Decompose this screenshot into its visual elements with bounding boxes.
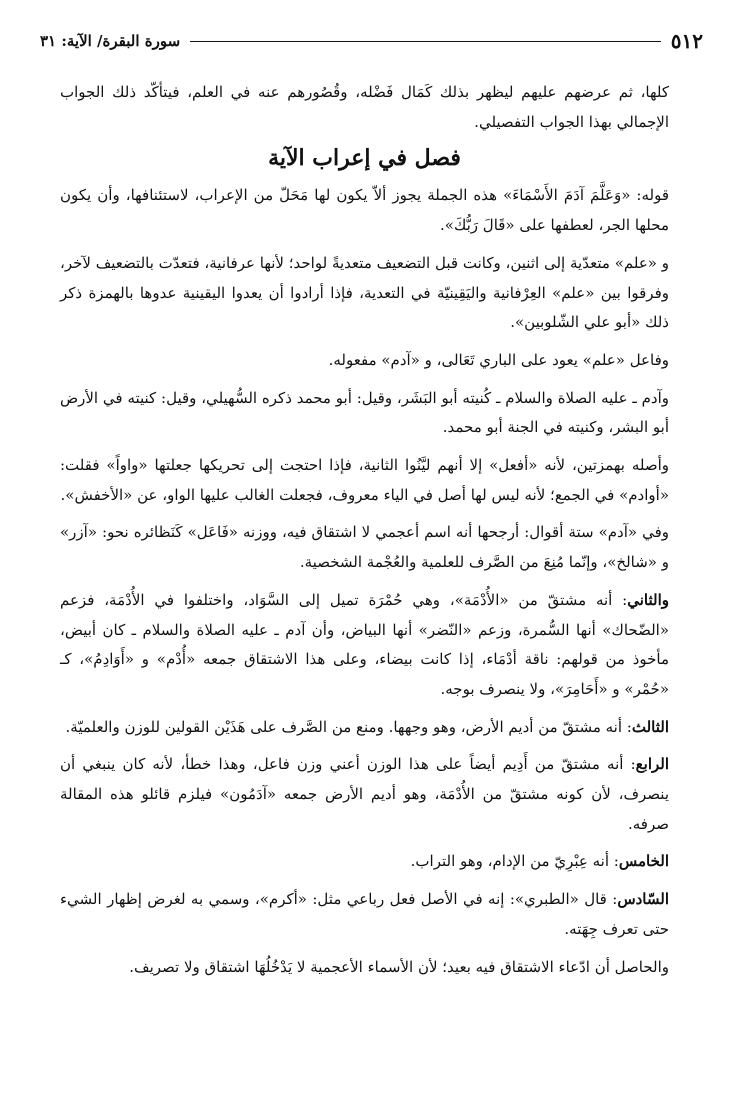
- paragraph: [60, 181, 669, 240]
- paragraph-text: وفاعل «علم» يعود على الباري تَعَالى، و «آدم» مفعوله.: [328, 350, 669, 369]
- paragraph: [60, 847, 669, 877]
- paragraph-text: : أنه عِبْرِيّ من الإدام، وهو التراب.: [410, 852, 619, 871]
- page-header: [40, 26, 703, 56]
- header-rule: [190, 41, 661, 42]
- paragraph-text: : أنه مشتقّ من أَدِيم أيضاً على هذا الوزن أعني وزن فاعل، وهذا خطأ، لأنه كان ينبغي أن ينصرف، لأن كونه مشتقّ من الأُدْمَة، وهو أديم الأرض جمعه «آدَمُون» فيلزم قائلو هذه المقالة صرفه.: [60, 755, 669, 833]
- paragraph-lead: الثالث: [631, 717, 669, 736]
- paragraph: [60, 953, 669, 983]
- paragraph: [60, 249, 669, 338]
- paragraph: [60, 586, 669, 705]
- paragraph-text: كلها، ثم عرضهم عليهم ليظهر بذلك كَمَال فَضْله، وقُصُورهم عنه في العلم، فيتأكّد ذلك الجواب الإجمالي بهذا الجواب التفصيلي.: [60, 83, 669, 131]
- paragraph-lead: الرابع: [635, 755, 669, 774]
- page-number: ٥١٢: [670, 29, 703, 53]
- paragraph-text: وأصله بهمزتين، لأنه «أفعل» إلا أنهم ليَّنُوا الثانية، فإذا احتجت إلى تحريكها جعلتها «واواً» فقلت: «أوادم» في الجمع؛ لأنه ليس لها أصل في الياء معروف، فجعلت الغالب عليها الواو، عن «الأخفش».: [60, 456, 669, 504]
- paragraph-text: قوله: «وَعَلَّمَ آدَمَ الأَسْمَاءَ» هذه الجملة يجوز ألاّ يكون لها مَحَلّ من الإعراب، لاستئنافها، وأن يكون محلها الجر، لعطفها على «قَالَ رَبُّكَ».: [60, 186, 669, 235]
- page-body: [60, 78, 669, 990]
- paragraph-text: و «علم» متعدّية إلى اثنين، وكانت قبل التضعيف متعديةً لواحد؛ لأنها عرفانية، فتعدّت بالتضعيف لآخر، وفرقوا بين «علم» العِرْفانية واليَقِينيّة في التعدية، فإذا أرادوا أن يعدوا اليقينية عدوها بالهمزة ذكر ذلك «أبو علي الشّلوبين».: [60, 253, 669, 332]
- paragraph-lead: الخامس: [618, 852, 669, 871]
- paragraph: [60, 885, 669, 944]
- paragraph-text: والحاصل أن ادّعاء الاشتقاق فيه بعيد؛ لأن الأسماء الأعجمية لا يَدْخُلُهَا اشتقاق ولا تصريف.: [129, 957, 669, 976]
- paragraph: [60, 78, 669, 137]
- paragraph-text: : أنه مشتقّ من أديم الأرض، وهو وجهها. ومنع من الصَّرف على هَذَيْن القولين للوزن والعلميّة.: [65, 717, 632, 736]
- paragraph: [60, 518, 669, 577]
- paragraph-text: : أنه مشتقّ من «الأُدْمَة»، وهي حُمْرَة تميل إلى السَّوَاد، واختلفوا في الأُدْمَة، فزعم «الضّحاك» أنها السُّمرة، وزعم «النّضر» أنها البياض، وأن آدم ـ عليه الصلاة والسلام ـ كان أبيض، مأخوذ من قولهم: ناقة أدْمَاء، إذا كانت بيضاء، وعلى هذا الاشتقاق جمعه «أُدْم» و «أَوَادِمُ»، كـ «حُمْر» و «أَحَامِرَ»، ولا ينصرف بوجه.: [60, 590, 669, 698]
- sura-title: سورة البقرة/ الآية: ٣١: [40, 32, 181, 50]
- paragraph: [60, 713, 669, 743]
- paragraph-text: وفي «آدم» ستة أقوال: أرجحها أنه اسم أعجمي لا اشتقاق فيه، ووزنه «فَاعَل» كَنَظائره نحو: «آزر» و «شالخ»، وإنّما مُنِعَ من الصَّرف للعلمية والعُجْمة الشخصية.: [60, 523, 669, 572]
- section-heading: فصل في إعراب الآية: [268, 145, 461, 172]
- paragraph-text: وآدم ـ عليه الصلاة والسلام ـ كُنيته أبو البَشَر، وقيل: أبو محمد ذكره السُّهيلي، وقيل: كنيته في الأرض أبو البشر، وكنيته في الجنة أبو محمد.: [60, 388, 669, 437]
- paragraph: [60, 346, 669, 376]
- paragraph-text: : قال «الطبري»: إنه في الأصل فعل رباعي مثل: «أكرم»، وسمي به لغرض إظهار الشيء حتى تعرف جِهَته.: [60, 890, 669, 938]
- paragraph-lead: والثاني: [627, 590, 669, 609]
- paragraph: [60, 451, 669, 510]
- paragraph-lead: السّادس: [617, 890, 669, 909]
- paragraph: [60, 750, 669, 839]
- paragraph: [60, 384, 669, 443]
